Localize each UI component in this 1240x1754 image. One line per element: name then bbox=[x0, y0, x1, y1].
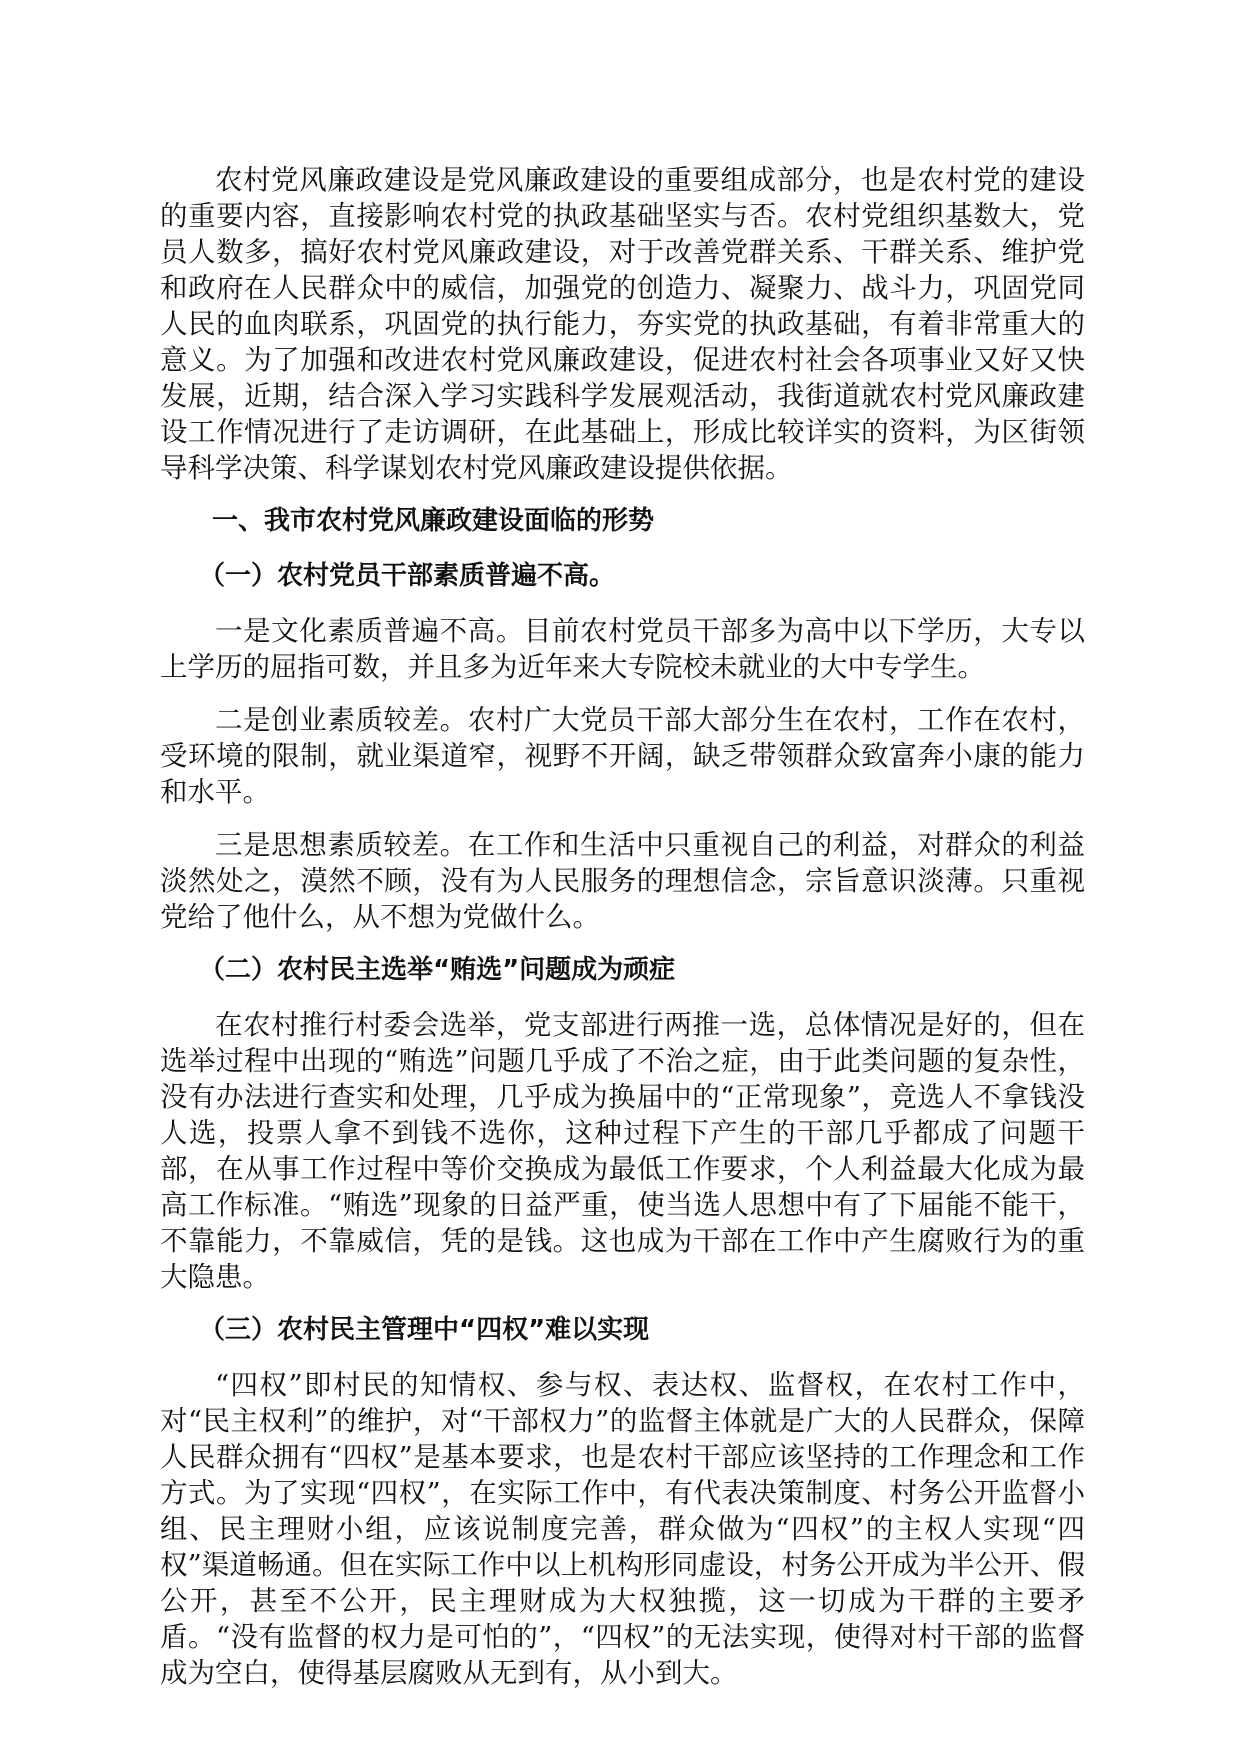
paragraph-bribery: 在农村推行村委会选举，党支部进行两推一选，总体情况是好的，但在选举过程中出现的“贿选”问题几乎成了不治之症，由于此类问题的复杂性，没有办法进行查实和处理，几乎成为换届中的“正常现象”，竞选人不拿钱没人选，投票人拿不到钱不选你，这种过程下产生的干部几乎都成了问题干部，在从事工作过程中等价交换成为最低工作要求，个人利益最大化成为最高工作标准。“贿选”现象的日益严重，使当选人思想中有了下届能不能干，不靠能力，不靠威信，凭的是钱。这也成为干部在工作中产生腐败行为的重大隐患。 bbox=[160, 1009, 1085, 1293]
subsection-heading-3: （三）农村民主管理中“四权”难以实现 bbox=[199, 1315, 650, 1345]
paragraph-four-rights: “四权”即村民的知情权、参与权、表达权、监督权，在农村工作中，对“民主权利”的维护，对“干部权力”的监督主体就是广大的人民群众，保障人民群众拥有“四权”是基本要求，也是农村干部应该坚持的工作理念和工作方式。为了实现“四权”，在实际工作中，有代表决策制度、村务公开监督小组、民主理财小组，应该说制度完善，群众做为“四权”的主权人实现“四权”渠道畅通。但在实际工作中以上机构形同虚设，村务公开成为半公开、假公开，甚至不公开，民主理财成为大权独揽，这一切成为干群的主要矛盾。“没有监督的权力是可怕的”，“四权”的无法实现，使得对村干部的监督成为空白，使得基层腐败从无到有，从小到大。 bbox=[160, 1369, 1085, 1689]
intro-paragraph: 农村党风廉政建设是党风廉政建设的重要组成部分，也是农村党的建设的重要内容，直接影响农村党的执政基础坚实与否。农村党组织基数大，党员人数多，搞好农村党风廉政建设，对于改善党群关系、干群关系、维护党和政府在人民群众中的威信，加强党的创造力、凝聚力、战斗力，巩固党同人民的血肉联系，巩固党的执行能力，夯实党的执政基础，有着非常重大的意义。为了加强和改进农村党风廉政建设，促进农村社会各项事业又好又快发展，近期，结合深入学习实践科学发展观活动，我街道就农村党风廉政建设工作情况进行了走访调研，在此基础上，形成比较详实的资料，为区街领导科学决策、科学谋划农村党风廉政建设提供依据。 bbox=[160, 164, 1085, 484]
subsection-heading-1: （一）农村党员干部素质普遍不高。 bbox=[199, 561, 616, 591]
paragraph-ideology: 三是思想素质较差。在工作和生活中只重视自己的利益，对群众的利益淡然处之，漠然不顾，没有为人民服务的理想信念，宗旨意识淡薄。只重视党给了他什么，从不想为党做什么。 bbox=[160, 829, 1085, 933]
paragraph-business: 二是创业素质较差。农村广大党员干部大部分生在农村，工作在农村，受环境的限制，就业渠道窄，视野不开阔，缺乏带领群众致富奔小康的能力和水平。 bbox=[160, 704, 1085, 808]
document-page bbox=[160, 162, 1085, 1708]
subsection-heading-2: （二）农村民主选举“贿选”问题成为顽症 bbox=[199, 955, 676, 985]
paragraph-culture: 一是文化素质普遍不高。目前农村党员干部多为高中以下学历，大专以上学历的屈指可数，并且多为近年来大专院校未就业的大中专学生。 bbox=[160, 615, 1085, 683]
section-heading-1: 一、我市农村党风廉政建设面临的形势 bbox=[212, 506, 655, 536]
